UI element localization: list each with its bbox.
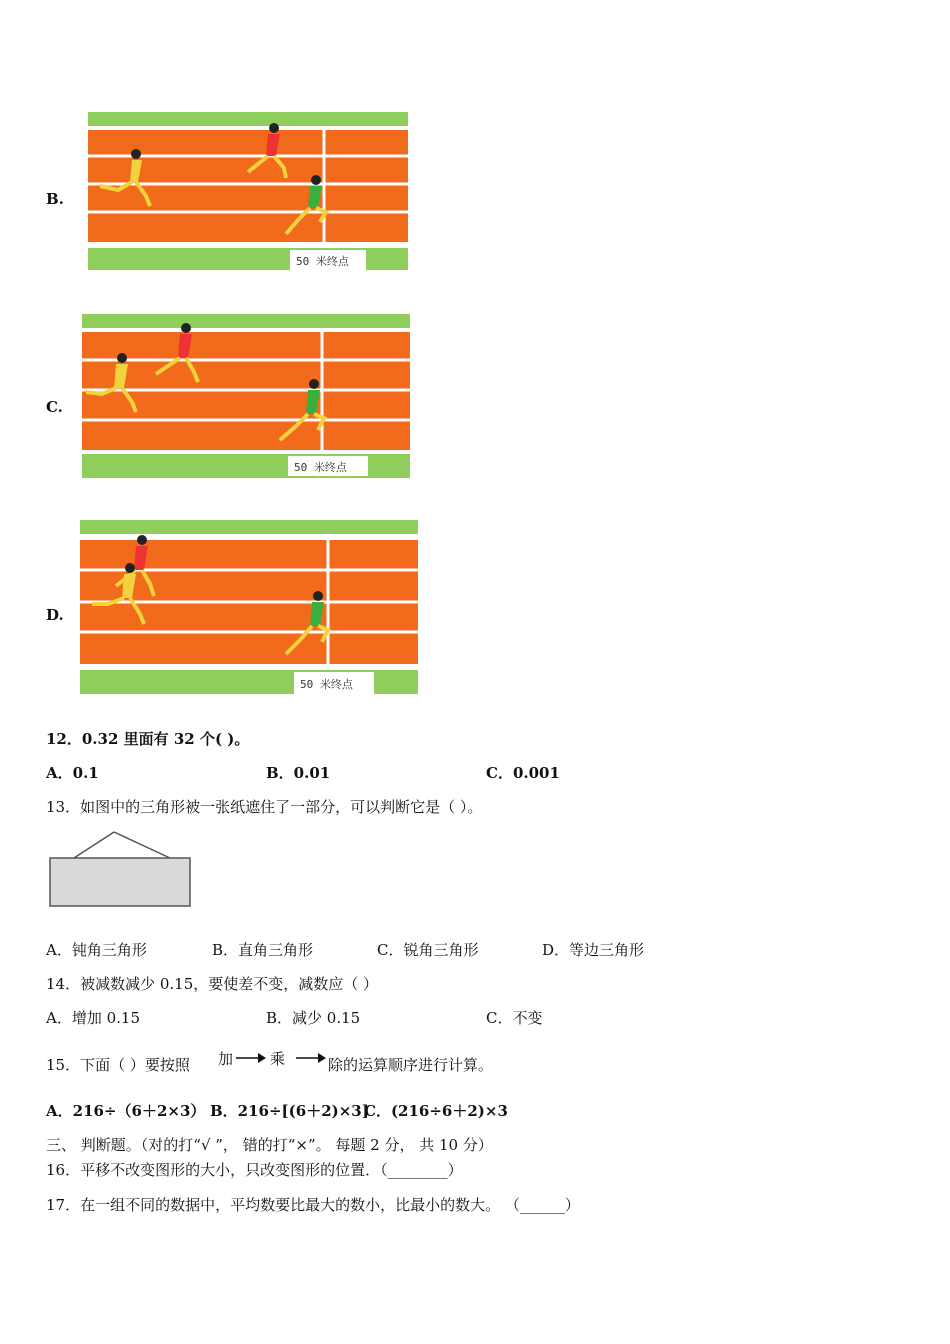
q13-stem: 13．如图中的三角形被一张纸遮住了一部分，可以判断它是（ ）。 (46, 798, 483, 816)
q12-option-c[interactable]: C．0.001 (486, 764, 560, 782)
finish-label-b: 50 米终点 (296, 255, 349, 268)
q12-stem: 12．0.32 里面有 32 个( )。 (46, 730, 250, 748)
q14-option-b[interactable]: B．减少 0.15 (266, 1009, 361, 1027)
q16-stem: 16．平移不改变图形的大小，只改变图形的位置．（________） (46, 1161, 463, 1179)
option-c-label: C. (46, 398, 63, 416)
q15-flow-multiply: 乘 (270, 1050, 286, 1068)
q15-flow-add: 加 (218, 1050, 234, 1068)
covered-triangle-figure (48, 830, 194, 908)
q13-option-a[interactable]: A．钝角三角形 (46, 941, 147, 959)
q14-option-a[interactable]: A．增加 0.15 (46, 1009, 140, 1027)
finish-label-d: 50 米终点 (300, 678, 353, 691)
q15-option-c[interactable]: C．(216÷6＋2)×3 (364, 1102, 508, 1120)
q15-option-b[interactable]: B．216÷[(6＋2)×3] (210, 1102, 369, 1120)
q15-stem-pre: 15．下面（ ）要按照 (46, 1056, 190, 1074)
q15-stem-post: 除的运算顺序进行计算。 (328, 1056, 494, 1074)
track-image-c (82, 314, 410, 480)
section3-title: 三、 判断题。（对的打“√ ”， 错的打“×”。 每题 2 分， 共 10 分） (46, 1136, 493, 1154)
q14-option-c[interactable]: C．不变 (486, 1009, 543, 1027)
paper-cover (50, 858, 190, 906)
finish-label-c: 50 米终点 (294, 461, 347, 474)
option-d-label: D. (46, 606, 64, 624)
arrow-right-icon (296, 1052, 326, 1064)
track-image-d (80, 520, 418, 694)
option-b-label: B. (46, 190, 64, 208)
q13-option-b[interactable]: B．直角三角形 (212, 941, 314, 959)
q13-option-c[interactable]: C．锐角三角形 (377, 941, 479, 959)
q12-option-b[interactable]: B．0.01 (266, 764, 331, 782)
q13-option-d[interactable]: D．等边三角形 (542, 941, 645, 959)
q12-option-a[interactable]: A．0.1 (46, 764, 99, 782)
q14-stem: 14．被减数减少 0.15，要使差不变，减数应（ ） (46, 975, 379, 993)
q17-stem: 17．在一组不同的数据中，平均数要比最大的数小，比最小的数大。 （______） (46, 1196, 580, 1214)
arrow-right-icon (236, 1052, 266, 1064)
q15-option-a[interactable]: A．216÷（6＋2×3） (46, 1102, 206, 1120)
track-image-b (88, 112, 408, 272)
